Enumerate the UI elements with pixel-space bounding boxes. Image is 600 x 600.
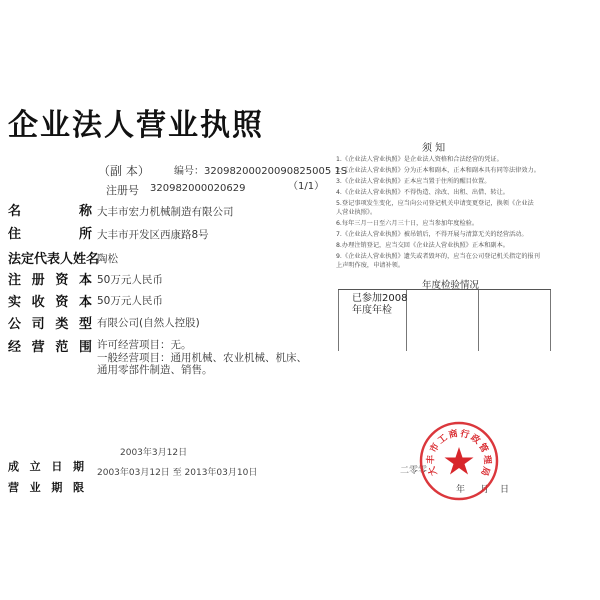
- annual-inspection-title: 年度检验情况: [422, 280, 480, 291]
- notice-line: 7.《企业法人营业执照》被吊销后，不得开展与清算无关的经营活动。: [336, 231, 528, 238]
- established-label: 成 立 日 期: [8, 460, 84, 473]
- official-seal: [418, 420, 500, 502]
- seal-character: 行: [459, 428, 471, 441]
- seal-character: 市: [428, 441, 442, 455]
- field-value-legal-rep: 陶松: [97, 253, 118, 265]
- field-value-name: 大丰市宏力机械制造有限公司: [97, 206, 234, 218]
- field-label-legal-rep: 法定代表人姓名: [8, 252, 100, 267]
- business-term-label: 营 业 期 限: [8, 481, 84, 494]
- seal-character: 商: [447, 428, 459, 441]
- seal-character: 局: [478, 464, 492, 477]
- notice-line: 3.《企业法人营业执照》正本应当置于住所的醒目位置。: [336, 178, 491, 185]
- annual-inspection-entry: 已参加2008年度年检: [352, 293, 408, 316]
- page-fraction: （1/1）: [288, 181, 325, 192]
- notice-line: 上声明作废，申请补领。: [336, 262, 405, 269]
- notice-line: 6.每年三月一日至六月三十日，应当参加年度检验。: [336, 220, 479, 227]
- notice-line: 8.办理注销登记，应当交回《企业法人营业执照》正本和副本。: [336, 242, 509, 249]
- field-value-paid-capital: 50万元人民币: [97, 295, 163, 307]
- seal-character: 政: [468, 432, 483, 447]
- notice-line: 1.《企业法人营业执照》是企业法人资格和合法经营的凭证。: [336, 156, 503, 163]
- notice-line: 9.《企业法人营业执照》遗失或者毁坏的，应当在公司登记机关指定的报刊: [336, 253, 540, 260]
- table-divider: [338, 290, 339, 351]
- field-value-business-scope-2: 一般经营项目：通用机械、农业机械、机床、: [97, 352, 307, 364]
- notice-line: 2.《企业法人营业执照》分为正本和副本，正本和副本具有同等法律效力。: [336, 167, 540, 174]
- issue-month: 月: [480, 485, 490, 495]
- issue-day: 日: [500, 485, 510, 495]
- registration-number: 320982000020629: [150, 183, 246, 194]
- registration-label: 注册号: [106, 184, 139, 197]
- table-divider: [478, 290, 479, 351]
- notice-title: 须 知: [422, 143, 446, 154]
- copy-label: （副 本）: [98, 164, 150, 178]
- notice-line: 5.登记事项发生变化，应当向公司登记机关申请变更登记，换领《企业法: [336, 200, 534, 207]
- issue-date-prefix: 二零零: [400, 466, 428, 476]
- notice-line: 人营业执照》。: [336, 209, 377, 216]
- issue-year-suffix: 年: [456, 485, 466, 495]
- field-value-business-scope-3: 通用零部件制造、销售。: [97, 364, 213, 376]
- field-value-registered-capital: 50万元人民币: [97, 274, 163, 286]
- field-label-name: 名 称: [8, 204, 92, 219]
- field-value-business-scope-1: 许可经营项目：无。: [97, 339, 192, 351]
- business-term-value: 2003年03月12日 至 2013年03月10日: [97, 468, 258, 478]
- field-value-company-type: 有限公司(自然人控股): [97, 317, 200, 329]
- notice-line: 4.《企业法人营业执照》不得伪造、涂改、出租、出借、转让。: [336, 189, 509, 196]
- license-title: 企业法人营业执照: [8, 108, 264, 143]
- field-label-registered-capital: 注册资本: [8, 273, 92, 288]
- seal-lettering: [418, 420, 500, 502]
- established-date: 2003年3月12日: [120, 448, 188, 458]
- field-label-company-type: 公司类型: [8, 317, 92, 332]
- seal-character: 丰: [426, 454, 437, 465]
- seal-character: 工: [435, 432, 450, 447]
- table-divider: [550, 290, 551, 351]
- field-label-paid-capital: 实收资本: [8, 295, 92, 310]
- seal-character: 管: [476, 441, 490, 455]
- seal-character: 大: [426, 464, 440, 477]
- field-label-business-scope: 经营范围: [8, 340, 92, 355]
- seal-character: 理: [481, 454, 492, 465]
- field-label-address: 住 所: [8, 227, 92, 242]
- serial-number: 编号：32098200020090825005 1S: [174, 166, 348, 177]
- field-value-address: 大丰市开发区西康路8号: [97, 229, 209, 241]
